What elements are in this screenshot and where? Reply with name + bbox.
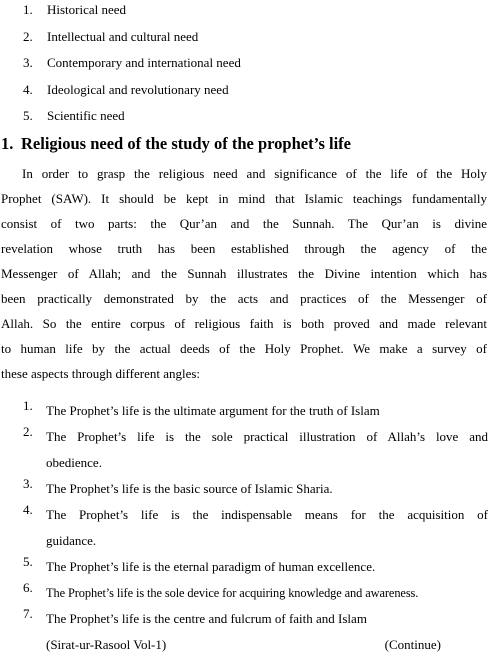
paragraph-line: to human life by the actual deeds of the Holy Prophet. We make a survey of: [1, 341, 487, 356]
section-heading: [1, 133, 351, 155]
continue-note: (Continue): [384, 637, 441, 652]
list-item-text: Contemporary and international need: [47, 55, 241, 70]
list-item-number: 2.: [23, 28, 33, 44]
list-item-text: Scientific need: [47, 108, 125, 123]
list-item-number: 3.: [23, 476, 33, 491]
section-number: 1.: [1, 134, 14, 153]
list-item: [23, 606, 488, 632]
list-item: [23, 80, 463, 107]
list-item-text: The Prophet’s life is the ultimate argument for the truth of Islam: [46, 403, 380, 418]
list-item: [23, 398, 488, 424]
list-item-text: The Prophet’s life is the basic source of Islamic Sharia.: [46, 481, 333, 496]
list-item-text: The Prophet’s life is the indispensable means for the acquisition of: [46, 507, 488, 522]
paragraph-line: these aspects through different angles:: [1, 366, 201, 381]
list-item-text: Historical need: [47, 2, 127, 17]
list-item: [23, 580, 488, 606]
aspects-list: [23, 398, 488, 632]
paragraph-line: been practically demonstrated by the acts and practices of the Messenger of: [1, 291, 487, 306]
list-item-text: guidance.: [46, 533, 97, 548]
list-item-text: obedience.: [46, 455, 102, 470]
list-item-number: 5.: [23, 108, 33, 123]
paragraph-line: Allah. So the entire corpus of religious faith is both proved and made relevant: [1, 316, 487, 331]
list-item-number: 1.: [23, 398, 33, 413]
list-item-number: 4.: [23, 81, 33, 97]
list-item-number: 4.: [23, 502, 33, 517]
list-item-number: 3.: [23, 55, 33, 70]
body-paragraph: [1, 161, 487, 386]
list-item-number: 2.: [23, 424, 33, 439]
list-item: [23, 502, 488, 554]
list-item-text: The Prophet’s life is the sole device for acquiring knowledge and awareness.: [46, 586, 419, 600]
list-item: [23, 0, 463, 27]
list-item-text: Ideological and revolutionary need: [47, 81, 229, 97]
list-item: [23, 554, 488, 580]
paragraph-line: consist of two parts: the Qur’an and the Sunnah. The Qur’an is divine: [1, 216, 487, 231]
paragraph-line: Messenger of Allah; and the Sunnah illustrates the Divine intention which has: [1, 266, 487, 281]
page-footer: [46, 632, 441, 658]
list-item: [23, 106, 463, 133]
list-item-text: The Prophet’s life is the sole practical illustration of Allah’s love and: [46, 429, 488, 444]
list-item-text: Intellectual and cultural need: [47, 28, 199, 44]
list-item: [23, 424, 488, 476]
list-item: [23, 476, 488, 502]
list-item: [23, 27, 463, 54]
source-citation: (Sirat-ur-Rasool Vol-1): [46, 637, 167, 652]
list-item: [23, 53, 463, 80]
paragraph-line: revelation whose truth has been established through the agency of the: [1, 241, 487, 256]
paragraph-line: In order to grasp the religious need and significance of the life of the Holy: [22, 166, 487, 181]
list-item-number: 6.: [23, 580, 33, 595]
list-item-number: 7.: [23, 606, 33, 621]
list-item-number: 5.: [23, 554, 33, 569]
paragraph-line: Prophet (SAW). It should be kept in mind that Islamic teachings fundamentally: [1, 191, 487, 206]
list-item-text: The Prophet’s life is the eternal paradigm of human excellence.: [46, 559, 376, 574]
list-item-text: The Prophet’s life is the centre and fulcrum of faith and Islam: [46, 611, 367, 626]
needs-list: [23, 0, 463, 133]
list-item-number: 1.: [23, 2, 33, 17]
section-title: Religious need of the study of the prophet’s life: [21, 134, 351, 153]
